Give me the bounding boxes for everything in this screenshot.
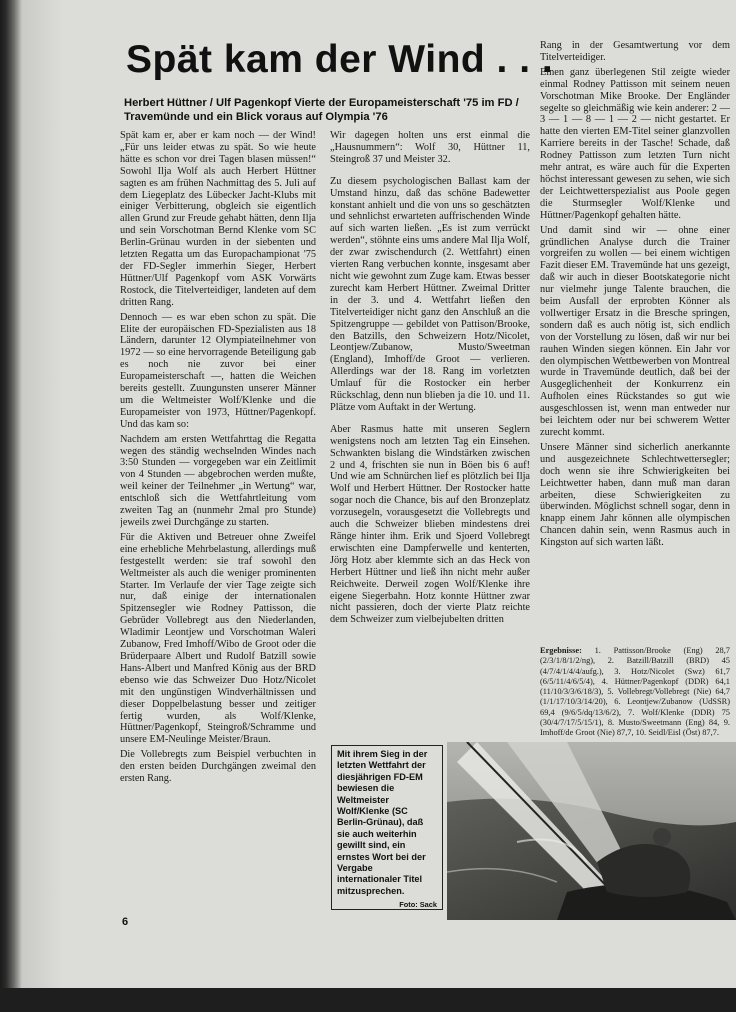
paragraph: Zu diesem psychologischen Ballast kam der Umstand hinzu, daß das schöne Badewetter konstant anhielt und die von uns so geschätzten und sehnlichst erwarteten auffrischenden Winde auf sich warten ließen. „Es ist zum verrückt werden“, stöhnte eins ums andere Mal Ilja Wolf, der zwar zwischendurch (2. Wettfahrt) einen vierten Rang verbuchen konnte, insgesamt aber nicht wie gewohnt zum Zuge kam. Etwas besser zurecht kam Herbert Hüttner. Zweimal Dritter in der 3. und 4. Wettfahrt ließen den Titelverteidiger nicht ganz den Anschluß an die Spitzengruppe — gebildet von Pattison/Brooke, den Batzills, den Schweizern Hotz/Nicolet, Leontjew/Zubanow, Musto/Sweetman (England), Imhoff/de Groot — verlieren. Allerdings war der 18. Rang im vorletzten Umlauf für die Rostocker ein herber Rückschlag, denn nun blieben ja die 10. und 11. Plätze vom Auftakt in der Wertung. [330, 175, 530, 413]
results-label: Ergebnisse: [540, 646, 582, 655]
text-column-2 [330, 130, 530, 742]
article-subtitle: Herbert Hüttner / Ulf Pagenkopf Vierte der Europameisterschaft '75 im FD / Travemünde und ein Blick voraus auf Olympia '76 [124, 97, 519, 123]
paragraph: Einen ganz überlegenen Stil zeigte wieder einmal Rodney Pattisson mit seinem neuen Vorschotman Mike Brooke. Der Engländer segelte so gleichmäßig wie kein anderer: 2 — 3 — 1 — 8 — 1 — 2 — nicht gestartet. Er hatte den vierten EM-Titel seiner glanzvollen Karriere bereits in der Tasche! Schade, daß Rodney Pattisson zum letzten Turn nicht mehr antrat, es wäre auch für die Experten höchst interessant gewesen zu sehen, wie sich der Leichtwetterspezialist aus Poole gegen die Sturmsegler Wolf/Klenke und Hüttner/Pagenkopf gehalten hätte. [540, 66, 730, 221]
paragraph: Unsere Männer sind sicherlich anerkannte und ausgezeichnete Schlechtwettersegler; doch wenn sie ihre Schwierigkeiten bei Leichtwetter haben, dann muß man daran arbeiten, diese Schwierigkeiten zu überwinden. Möglichst schnell sogar, denn in knapp einem Jahr können alle olympischen Chancen dahin sein, wenn Rasmus auch in Kingston auf sich warten läßt. [540, 441, 730, 549]
article-title: Spät kam der Wind . . . [126, 38, 554, 81]
page-number: 6 [122, 916, 129, 928]
results-text: 1. Pattisson/Brooke (Eng) 28,7 (2/3/1/8/1/2/ng), 2. Batzill/Batzill (BRD) 45 (4/7/4/1/4/4/aufg.), 3. Hotz/Nicolet (Swz) 61,7 (6/5/11/4/6/5/4), 4. Hüttner/Pagenkopf (DDR) 64,1 (11/10/3/3/6/18/3), 5. Vollebregt/Vollebregt (Nie) 64,7 (1/1/17/10/3/14/20), 6. Leontjew/Zubanow (UdSSR) 69,4 (9/6/5/dq/13/6/2), 7. Wolf/Klenke (DDR) 75 (30/4/7/17/5/15/1), 8. Musto/Sweetmann (Eng) 84, 9. Imhoff/de Groot (Nie) 87,7, 10. Seidl/Eisl (Öst) 87,7. [540, 646, 730, 738]
paragraph: Dennoch — es war eben schon zu spät. Die Elite der europäischen FD-Spezialisten aus 18 Ländern, darunter 12 Olympiateilnehmer von 1972 — so eine hervorragende Beteiligung gab es noch nie zuvor bei einer Europameisterschaft —, hatten die Weichen bereits gestellt. Zuungunsten unserer Männer um die Weltmeister Wolf/Klenke und die Europameister von 1973, Hüttner/Pagenkopf. Und das kam so: [120, 311, 316, 430]
sailboat-photo-illustration [447, 742, 736, 920]
paragraph: Wir dagegen holten uns erst einmal die „Hausnummern“: Wolf 30, Hüttner 11, Steingroß 37 und Meister 32. [330, 130, 530, 165]
paragraph: Und damit sind wir — ohne einer gründlichen Analyse durch die Trainer vorgreifen zu wollen — bei einem wichtigen Fazit dieser EM. Travemünde hat uns gezeigt, daß wir auch in dieser Bootskategorie nicht nur vielmehr junge Talente brauchen, die beim Ausfall der erprobten Könner als vollwertiger Ersatz in die Bresche springen, sondern daß es auch nötig ist, sich endlich von der Vorstellung zu lösen, daß wir nur bei rauhen Winden siegen können. Ein Jahr vor den olympischen Wettbewerben von Montreal wurde in Travemünde deutlich, daß bei der Ausgeglichenheit der Konkurrenz ein Aufholen eines Rückstandes so gut wie ausgeschlossen ist, wenn man entweder nur bei leichtem oder nur bei schwerem Wetter zurecht kommt. [540, 224, 730, 438]
paragraph: Spät kam er, aber er kam noch — der Wind! „Für uns leider etwas zu spät. So wie heute hätte es schon vor drei Tagen blasen müssen!“ Sowohl Ilja Wolf als auch Herbert Hüttner sagten es am frühen Nachmittag des 5. Juli auf dem Liegeplatz des Lübecker Jacht-Klubs mit einiger Verbitterung, obgleich sie eigentlich allen Grund zur Freude gehabt hätten, denn Ilja und sein Vorschotman Bernd Klenke vom SC Berlin-Grünau wurden in der siebenten und letzten Regatta um das Europachampionat '75 der FD-Segler immerhin Sieger, Herbert Hüttner/Ulf Pagenkopf vom ASK Vorwärts Rostock, die Titelverteidiger, landeten auf dem dritten Rang. [120, 130, 316, 308]
paragraph: Rang in der Gesamtwertung vor dem Titelverteidiger. [540, 40, 730, 63]
sailing-photo [447, 742, 736, 920]
paragraph: Nachdem am ersten Wettfahrttag die Regatta wegen des ständig wechselnden Windes nach 3:50 Stunden — vorgegeben war ein Zeitlimit von 4 Stunden — abgebrochen werden mußte, weil keiner der Teilnehmer „in Wertung“ war, entschloß sich die Wettfahrtleitung vom zweiten Tag an (nunmehr 2mal pro Stunde) jeweils zwei Durchgänge zu starten. [120, 433, 316, 528]
results-box [540, 646, 730, 738]
text-column-1 [120, 130, 316, 908]
caption-text: Mit ihrem Sieg in der letzten Wettfahrt der diesjährigen FD-EM bewiesen die Weltmeister Wolf/Klenke (SC Berlin-Grünau), daß sie auch weiterhin gewillt sind, ein ernstes Wort bei der Vergabe internationaler Titel mitzusprechen. [337, 749, 428, 896]
paragraph: Aber Rasmus hatte mit unseren Seglern wenigstens noch am letzten Tag ein Einsehen. Schwankten bislang die Windstärken zwischen 2 und 4, frischten sie nun in Böen bis 6 auf! Und wie am Schnürchen lief es plötzlich bei Ilja Wolf und Herbert Hüttner. Der Rostocker hatte sogar noch die Chance, bis auf den Bronzeplatz vorzusegeln, vorausgesetzt die Vollebregts und auch die Schweizer blieben mindestens drei Ränge hinter ihm. Erik und Sjoerd Vollebregt erwischten eine Dampferwelle und kenterten, Jörg Hotz aber klemmte sich an das Heck von Herbert Hüttner und ließ ihn nicht mehr außer Reichweite. Derweil zogen Wolf/Klenke ihre eigene Siegerbahn. Hotz konnte Hüttner zwar nicht passieren, doch der vierte Platz reichte dem Schweizer zum vielbejubelten dritten [330, 423, 530, 626]
paragraph: Die Vollebregts zum Beispiel verbuchten in den ersten beiden Durchgängen zweimal den ersten Rang. [120, 749, 316, 785]
paragraph: Für die Aktiven und Betreuer ohne Zweifel eine erhebliche Mehrbelastung, allerdings muß festgestellt werden: sie traf sowohl den Weltmeister als auch die weniger prominenten Starter. Im Verlaufe der vier Tage zeigte sich nur, daß einige der internationalen Spitzensegler wie Rodney Pattisson, die Gebrüder Vollebregt aus den Niederlanden, Wladimir Leontjew und Vorschotman Waleri Zubanow, Fred Imhoff/Wibo de Groot oder die Brüderpaare Albert und Rudolf Batzill sowie Hans-Albert und Manfred König aus der BRD ebenso wie das Schweizer Duo Hotz/Nicolet mit den ungünstigen Windverhältnissen und dieser Doppelbelastung besser und zeitiger fertig wurden, als Wolf/Klenke, Hüttner/Pagenkopf, Steingroß/Schramme und unsere EM-Neulinge Meister/Braun. [120, 531, 316, 746]
page-gutter [22, 0, 62, 988]
page-binding-shadow [0, 0, 22, 988]
photo-credit: Foto: Sack [399, 900, 437, 910]
text-column-3 [540, 40, 730, 646]
photo-caption [331, 745, 443, 910]
